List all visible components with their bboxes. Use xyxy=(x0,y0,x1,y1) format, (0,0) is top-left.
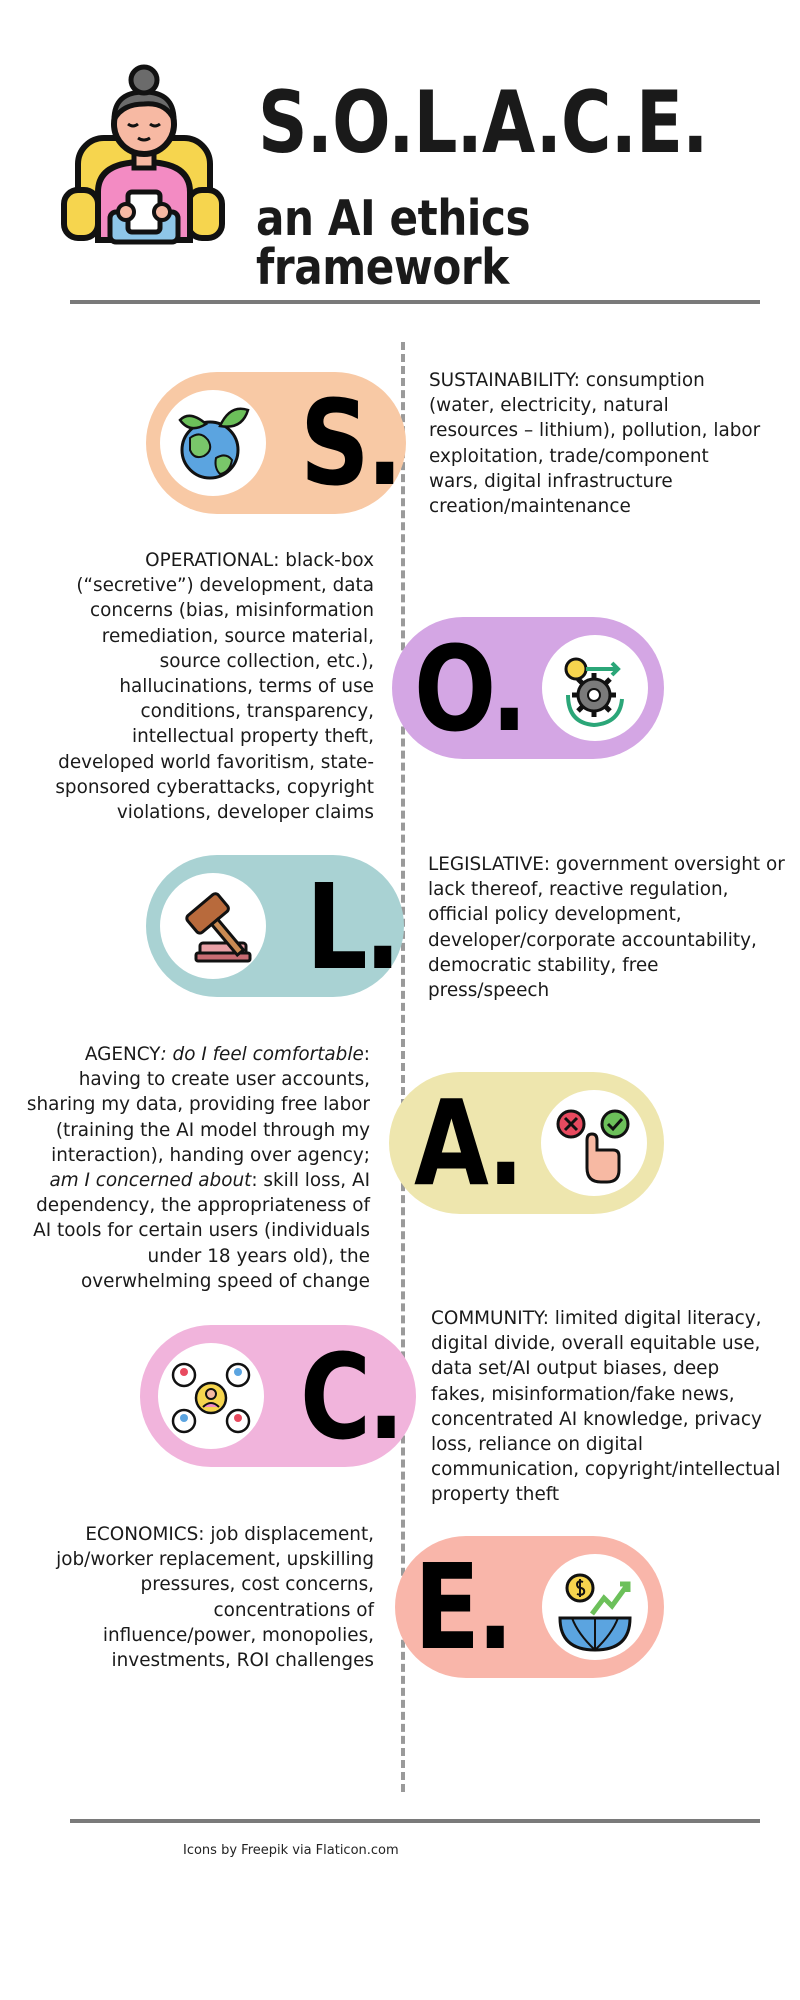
agency-question-2: am I concerned about xyxy=(49,1170,252,1192)
text-line: COMMUNITY: limited digital literacy, xyxy=(431,1308,762,1329)
agency-question-1: : do I feel comfortable xyxy=(160,1044,364,1065)
text-line: communication, copyright/intellectual xyxy=(431,1459,781,1481)
description-operational xyxy=(20,548,374,825)
text-line: job/worker replacement, upskilling xyxy=(56,1549,374,1571)
text-line: influence/power, monopolies, xyxy=(102,1624,374,1646)
text-line: under 18 years old), the xyxy=(147,1245,370,1267)
text-line: (water, electricity, natural xyxy=(429,395,669,417)
description-sustainability xyxy=(429,368,779,519)
text-line: dependency, the appropriateness of xyxy=(36,1195,370,1217)
description-legislative xyxy=(428,852,788,1003)
text-line: SUSTAINABILITY: consumption xyxy=(429,370,705,391)
text-line: democratic stability, free xyxy=(428,954,659,976)
text-line: data set/AI output biases, deep xyxy=(431,1358,720,1380)
icon-circle-c xyxy=(158,1343,264,1449)
gavel-icon xyxy=(160,873,266,979)
text-line: overwhelming speed of change xyxy=(81,1270,370,1292)
text-line: ECONOMICS: job displacement, xyxy=(85,1524,374,1545)
text-line: investments, ROI challenges xyxy=(111,1650,374,1672)
text-line: concentrations of xyxy=(213,1599,374,1621)
text-line: hallucinations, terms of use xyxy=(119,676,374,698)
text-line: sharing my data, providing free labor xyxy=(26,1094,370,1116)
text-line: intellectual property theft, xyxy=(132,726,374,748)
agency-label: AGENCY xyxy=(84,1044,161,1065)
icon-circle-l xyxy=(160,873,266,979)
description-agency xyxy=(10,1042,370,1294)
text-line: pressures, cost concerns, xyxy=(140,1574,374,1596)
text-line: LEGISLATIVE: government oversight or xyxy=(428,854,785,875)
description-community xyxy=(431,1306,791,1508)
text-line: loss, reliance on digital xyxy=(431,1434,644,1456)
letter-c: C. xyxy=(300,1328,402,1466)
page-subtitle: an AI ethics framework xyxy=(256,190,531,296)
text-line: source collection, etc.), xyxy=(159,650,374,672)
bottom-divider xyxy=(70,1819,760,1823)
text-line: concentrated AI knowledge, privacy xyxy=(431,1408,762,1430)
text-line: concerns (bias, misinformation xyxy=(89,600,374,622)
text-line: digital divide, overall equitable use, xyxy=(431,1333,761,1355)
text-line xyxy=(10,1042,370,1067)
text-line: official policy development, xyxy=(428,904,682,926)
text-line: property theft xyxy=(431,1484,560,1506)
letter-s: S. xyxy=(300,374,400,512)
woman-reading-illustration xyxy=(58,62,228,252)
text-line: remediation, source material, xyxy=(101,625,374,647)
icon-circle-o xyxy=(542,635,648,741)
text-fragment: : xyxy=(363,1044,370,1065)
text-line: developer/corporate accountability, xyxy=(428,929,757,951)
icon-circle-a xyxy=(541,1090,647,1196)
text-line: wars, digital infrastructure xyxy=(429,470,673,492)
earth-leaves-icon xyxy=(160,390,266,496)
top-divider xyxy=(70,300,760,304)
letter-e: E. xyxy=(414,1538,511,1676)
text-line: developed world favoritism, state- xyxy=(58,751,374,773)
text-line: violations, developer claims xyxy=(116,802,374,824)
description-economics xyxy=(20,1522,374,1673)
text-line: having to create user accounts, xyxy=(78,1069,370,1091)
text-line: (training the AI model through my xyxy=(55,1119,370,1141)
page-title: S.O.L.A.C.E. xyxy=(258,73,708,173)
text-line: (“secretive”) development, data xyxy=(76,575,374,597)
text-line: interaction), handing over agency; xyxy=(51,1144,370,1166)
text-line: sponsored cyberattacks, copyright xyxy=(55,776,374,798)
text-line: AI tools for certain users (individuals xyxy=(33,1220,370,1242)
icon-circle-e xyxy=(542,1554,648,1660)
text-line: lack thereof, reactive regulation, xyxy=(428,879,729,901)
icon-circle-s xyxy=(160,390,266,496)
text-line: conditions, transparency, xyxy=(140,701,374,723)
text-line: fakes, misinformation/fake news, xyxy=(431,1383,735,1405)
letter-a: A. xyxy=(414,1074,521,1212)
gear-process-icon xyxy=(542,635,648,741)
hand-choice-icon xyxy=(541,1090,647,1196)
text-line xyxy=(10,1168,370,1193)
people-network-icon xyxy=(158,1343,264,1449)
text-line: exploitation, trade/component xyxy=(429,445,709,467)
letter-l: L. xyxy=(306,858,398,996)
letter-o: O. xyxy=(414,620,525,758)
text-line: resources – lithium), pollution, labor xyxy=(429,420,761,442)
text-line: OPERATIONAL: black-box xyxy=(145,550,374,571)
text-line: press/speech xyxy=(428,980,550,1002)
text-line: creation/maintenance xyxy=(429,496,631,518)
globe-growth-icon xyxy=(542,1554,648,1660)
text-fragment: : skill loss, AI xyxy=(251,1170,370,1192)
icon-credit: Icons by Freepik via Flaticon.com xyxy=(183,1843,399,1858)
